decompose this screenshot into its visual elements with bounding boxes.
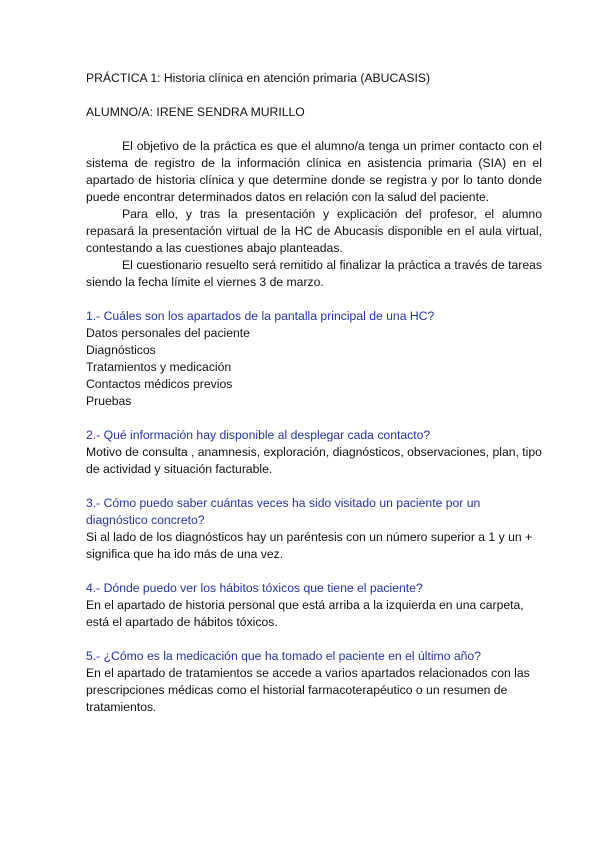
list-item: Pruebas <box>86 394 132 408</box>
question-text: 3.- Cómo puedo saber cuántas veces ha sido visitado un paciente por un diagnóstico concreto? <box>86 496 481 527</box>
document-title: PRÁCTICA 1: Historia clínica en atención primaria (ABUCASIS) <box>86 71 431 85</box>
question-text: 4.- Dónde puedo ver los hábitos tóxicos que tiene el paciente? <box>86 581 423 595</box>
list-item: Tratamientos y medicación <box>86 360 232 374</box>
question-text: 1.- Cuáles son los apartados de la pantalla principal de una HC? <box>86 309 435 323</box>
answer-text: En el apartado de historia personal que está arriba a la izquierda en una carpeta, está el apartado de hábitos tóxicos. <box>86 598 524 629</box>
intro-paragraph: Para ello, y tras la presentación y explicación del profesor, el alumno repasará la presentación virtual de la HC de Abucasis disponible en el aula virtual, contestando a las cuestiones abajo planteadas. <box>86 207 542 255</box>
intro-paragraph: El objetivo de la práctica es que el alumno/a tenga un primer contacto con el sistema de registro de la información clínica en asistencia primaria (SIA) en el apartado de historia clínica y que determine donde se registra y por lo tanto donde puede encontrar determinados datos en relación con la salud del paciente. <box>86 139 542 204</box>
question-block <box>86 580 542 631</box>
list-item: Diagnósticos <box>86 343 156 357</box>
answer-text: Motivo de consulta , anamnesis, exploración, diagnósticos, observaciones, plan, tipo de actividad y situación facturable. <box>86 445 542 476</box>
intro-paragraph: El cuestionario resuelto será remitido al finalizar la práctica a través de tareas siendo la fecha límite el viernes 3 de marzo. <box>86 258 542 289</box>
question-block <box>86 648 542 716</box>
answer-list <box>86 325 542 410</box>
intro-section <box>86 138 542 291</box>
document-page <box>86 70 542 733</box>
question-text: 2.- Qué información hay disponible al desplegar cada contacto? <box>86 428 431 442</box>
answer-text: En el apartado de tratamientos se accede a varios apartados relacionados con las prescripciones médicas como el historial farmacoterapéutico o un resumen de tratamientos. <box>86 666 530 714</box>
question-text: 5.- ¿Cómo es la medicación que ha tomado el paciente en el último año? <box>86 649 481 663</box>
student-name: ALUMNO/A: IRENE SENDRA MURILLO <box>86 105 305 119</box>
question-block <box>86 495 542 563</box>
answer-text: Si al lado de los diagnósticos hay un paréntesis con un número superior a 1 y un + significa que ha ido más de una vez. <box>86 530 533 561</box>
list-item: Contactos médicos previos <box>86 377 233 391</box>
list-item: Datos personales del paciente <box>86 326 250 340</box>
question-block <box>86 427 542 478</box>
question-block <box>86 308 542 410</box>
